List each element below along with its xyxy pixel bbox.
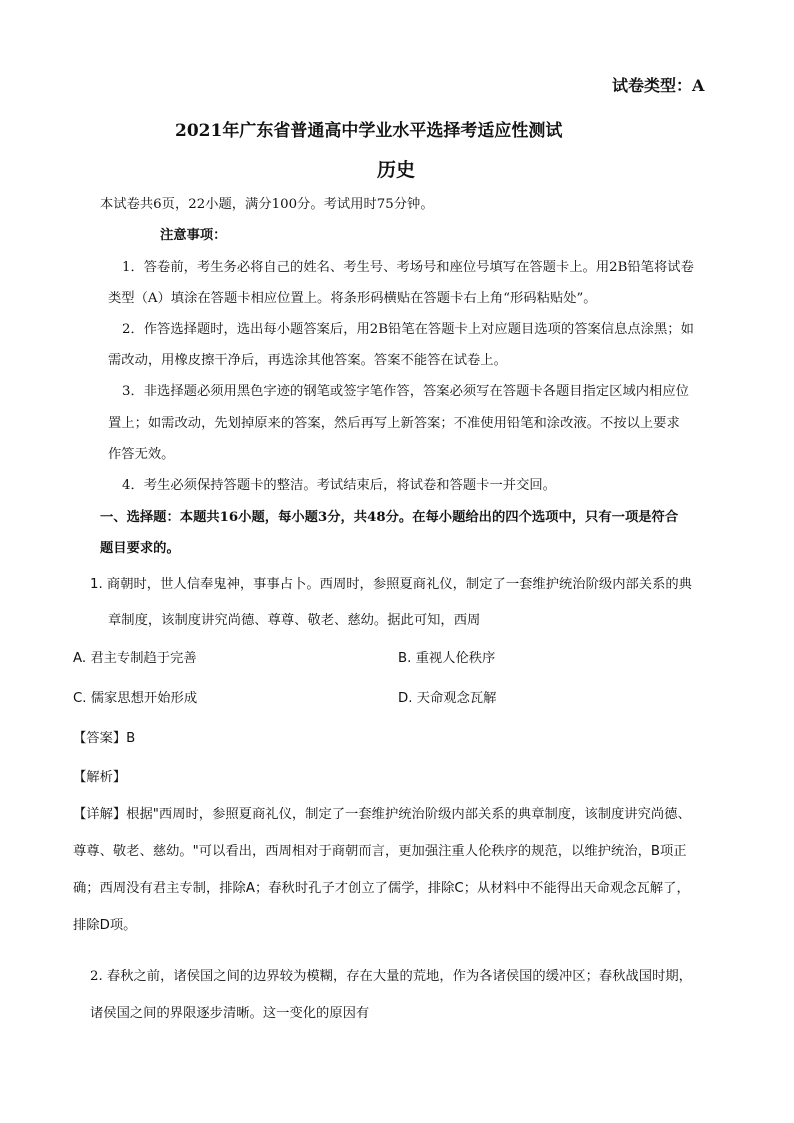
note-line: 1．答卷前，考生务必将自己的姓名、考生号、考场号和座位号填写在答题卡上。用2B铅笔将试卷 bbox=[122, 260, 694, 275]
option-a: A. 君主专制趋于完善 bbox=[73, 651, 197, 666]
note-line: 置上；如需改动，先划掉原来的答案，然后再写上新答案；不准使用铅笔和涂改液。不按以上要求 bbox=[108, 416, 680, 431]
intro-text: 本试卷共6页，22小题，满分100分。考试用时75分钟。 bbox=[100, 197, 434, 212]
detail-line: 排除D项。 bbox=[73, 918, 137, 933]
subject-title: 历史 bbox=[377, 159, 416, 181]
option-c: C. 儒家思想开始形成 bbox=[73, 691, 198, 706]
option-d: D. 天命观念瓦解 bbox=[398, 691, 497, 706]
section-heading: 一、选择题：本题共16小题，每小题3分，共48分。在每小题给出的四个选项中，只有一项是符合 bbox=[100, 510, 679, 525]
option-b: B. 重视人伦秩序 bbox=[398, 651, 496, 666]
detail-line: 确；西周没有君主专制，排除A；春秋时孔子才创立了儒学，排除C；从材料中不能得出天命观念瓦解了， bbox=[73, 881, 690, 896]
question-stem-cont: 诸侯国之间的界限逐步清晰。这一变化的原因有 bbox=[90, 1006, 370, 1021]
question-stem: 1. 商朝时，世人信奉鬼神，事事占卜。西周时，参照夏商礼仪，制定了一套维护统治阶级内部关系的典 bbox=[90, 577, 692, 592]
note-line: 3．非选择题必须用黑色字迹的钢笔或签字笔作答，答案必须写在答题卡各题目指定区域内相应位 bbox=[122, 384, 689, 399]
question-stem-cont: 章制度，该制度讲究尚德、尊尊、敬老、慈幼。据此可知，西周 bbox=[108, 613, 481, 628]
exam-title: 2021年广东省普通高中学业水平选择考适应性测试 bbox=[175, 121, 563, 141]
note-line: 4．考生必须保持答题卡的整洁。考试结束后，将试卷和答题卡一并交回。 bbox=[122, 478, 556, 493]
analysis-label: 【解析】 bbox=[73, 770, 127, 785]
detail-line: 【详解】根据"西周时，参照夏商礼仪，制定了一套维护统治阶级内部关系的典章制度，该制度讲究尚德、 bbox=[73, 807, 691, 822]
notes-heading: 注意事项： bbox=[160, 228, 227, 243]
paper-type-label: 试卷类型：A bbox=[612, 76, 705, 95]
section-heading-cont: 题目要求的。 bbox=[100, 541, 180, 556]
note-line: 作答无效。 bbox=[108, 447, 175, 462]
note-line: 2．作答选择题时，选出每小题答案后，用2B铅笔在答题卡上对应题目选项的答案信息点涂黑；如 bbox=[122, 322, 694, 337]
note-line: 类型（A）填涂在答题卡相应位置上。将条形码横贴在答题卡右上角“形码粘贴处”。 bbox=[108, 291, 597, 306]
question-stem: 2. 春秋之前，诸侯国之间的边界较为模糊，存在大量的荒地，作为各诸侯国的缓冲区；春秋战国时期， bbox=[90, 969, 692, 984]
detail-line: 尊尊、敬老、慈幼。"可以看出，西周相对于商朝而言，更加强注重人伦秩序的规范，以维护统治，B项正 bbox=[73, 844, 687, 859]
answer-label: 【答案】B bbox=[73, 731, 136, 746]
note-line: 需改动，用橡皮擦干净后，再选涂其他答案。答案不能答在试卷上。 bbox=[108, 353, 507, 368]
